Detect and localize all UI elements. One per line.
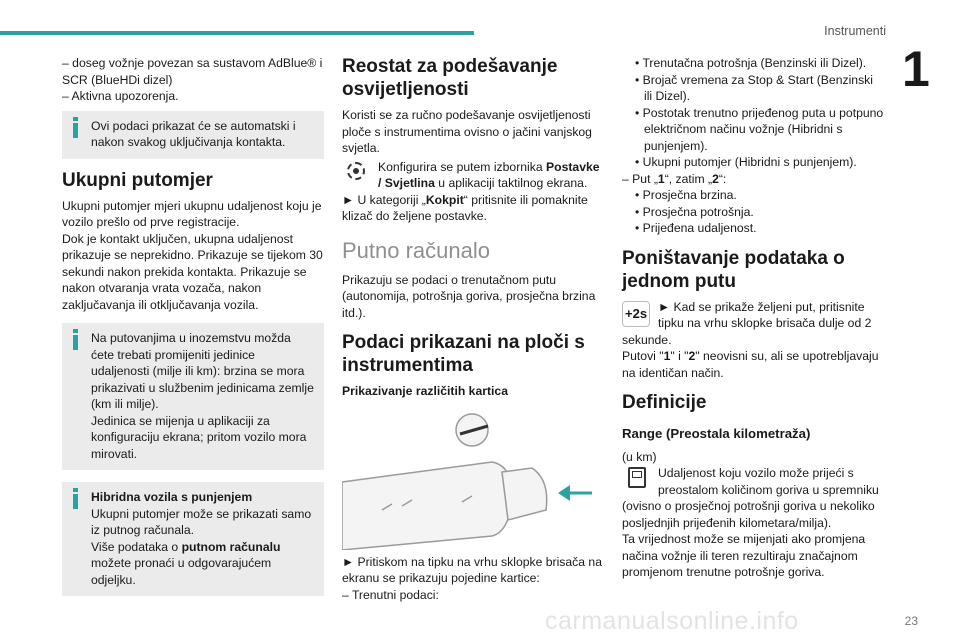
list-item: • Prosječna brzina. xyxy=(635,188,737,202)
rheostat-text: Koristi se za ručno podešavanje osvijetljenosti ploče s instrumentima ovisno o jačini vanjskog svjetla. xyxy=(342,108,592,155)
range-unit: (u km) xyxy=(622,449,657,464)
column-3 xyxy=(622,55,884,581)
note-title: Hibridna vozila s punjenjem xyxy=(91,490,253,504)
rheostat-heading: Reostat za podešavanje osvijetljenosti xyxy=(342,56,558,100)
adblue-line: – doseg vožnje povezan sa sustavom AdBlue® i SCR (BlueHDi dizel) xyxy=(62,56,323,87)
header-accent-bar xyxy=(0,31,474,35)
page-number: 23 xyxy=(904,614,918,628)
odometer-text: Ukupni putomjer mjeri ukupnu udaljenost koju je vozilo prešlo od prve registracije. Dok je kontakt uključen, ukupna udaljenost prikazuje se neprekidno. Prikazuje se tijekom 30 sekundi nakon prekida kontakta. Prikazuje se nakon otvaranja vrata vozača, nakon zaključavanja ili otključavanja vozila. xyxy=(62,198,323,312)
range-block xyxy=(622,465,884,581)
list-item: • Ukupni putomjer (Hibridni s punjenjem). xyxy=(635,155,857,169)
note-text: Ovi podaci prikazat će se automatski i nakon svakog uključivanja kontakta. xyxy=(91,118,296,149)
watermark: carmanualsonline.info xyxy=(545,607,799,635)
list-item: • Prosječna potrošnja. xyxy=(635,204,754,219)
hold-2s-icon: +2s xyxy=(622,299,652,325)
info-icon xyxy=(70,488,80,510)
list-item: • Postotak trenutno prijeđenog puta u potpuno električnom načinu vožnje (Hibridni s punjenjem). xyxy=(635,105,884,153)
info-icon xyxy=(70,117,80,139)
odometer-heading: Ukupni putomjer xyxy=(62,169,213,191)
note-text: Ukupni putomjer može se prikazati samo iz putnog računala. Više podataka o putnom računalu možete pronaći u odgovarajućem odjeljku. xyxy=(91,506,312,587)
trip-1-2-label: – Put „1“, zatim „2“: xyxy=(622,171,727,186)
alerts-line: – Aktivna upozorenja. xyxy=(62,89,179,103)
definitions-heading: Definicije xyxy=(622,392,707,413)
cards-subheading: Prikazivanje različitih kartica xyxy=(342,384,508,398)
info-note-units xyxy=(62,323,324,470)
displayed-data-heading: Podaci prikazani na ploči s instrumentima xyxy=(342,332,585,376)
cockpit-text: ► U kategoriji „Kokpit“ pritisnite ili pomaknite klizač do željene postavke. xyxy=(342,192,588,223)
info-note-auto xyxy=(62,111,324,159)
current-data-label: – Trenutni podaci: xyxy=(342,587,439,602)
reset-text: ► Kad se prikaže željeni put, pritisnite tipku na vrhu sklopke brisača dulje od 2 sekunde. xyxy=(622,299,872,347)
list-item: • Trenutačna potrošnja (Benzinski ili Dizel). xyxy=(635,56,867,70)
list-item: • Brojač vremena za Stop & Start (Benzinski ili Dizel). xyxy=(635,72,873,103)
press-text: ► Pritiskom na tipku na vrhu sklopke brisača na ekranu se prikazuju pojedine kartice: xyxy=(342,554,602,585)
reset-heading: Poništavanje podataka o jednom putu xyxy=(622,247,845,292)
info-icon xyxy=(70,329,80,351)
config-text: Konfigurira se putem izbornika Postavke / Svjetlina u aplikaciji taktilnog ekrana. xyxy=(378,159,600,190)
note-text: Na putovanjima u inozemstvu možda ćete trebati promijeniti jedinice udaljenosti (milje ili km): brzina se mora prikazivati u službenim jedinicama zemlje (km ili milje). Jedinica se mijenja u aplikaciji za konfiguraciju ekrana; pritom vozilo mora mirovati. xyxy=(91,331,314,461)
trip-computer-text: Prikazuju se podaci o trenutačnom putu (autonomija, potrošnja goriva, prosječna brzina itd.). xyxy=(342,272,596,320)
wiper-stalk-illustration xyxy=(342,410,604,550)
range-text: Udaljenost koju vozilo može prijeći s preostalom količinom goriva u spremniku (ovisno o prosječnoj potrošnji goriva u nekoliko posljednjih prijeđenih kilometara/milja). Ta vrijednost može se mijenjati ako promjena načina vožnje ili teren rezultiraju značajnom promjenom trenutne potrošnje goriva. xyxy=(622,466,879,579)
settings-gear-icon xyxy=(342,159,372,185)
reset-block xyxy=(622,299,884,349)
list-item: • Prijeđena udaljenost. xyxy=(635,221,757,235)
column-1 xyxy=(62,55,324,606)
chapter-number: 1 xyxy=(902,41,930,97)
current-data-list xyxy=(622,55,884,171)
column-2 xyxy=(342,55,604,603)
config-block xyxy=(342,159,604,192)
section-title: Instrumenti xyxy=(824,24,886,38)
info-note-hybrid xyxy=(62,482,324,596)
fuel-pump-icon xyxy=(622,465,652,491)
range-heading: Range (Preostala kilometraža) xyxy=(622,426,811,441)
trip-data-list xyxy=(622,187,884,237)
trip-computer-heading: Putno računalo xyxy=(342,237,490,263)
reset-note: Putovi "1" i "2" neovisni su, ali se upotrebljavaju na identičan način. xyxy=(622,349,879,380)
